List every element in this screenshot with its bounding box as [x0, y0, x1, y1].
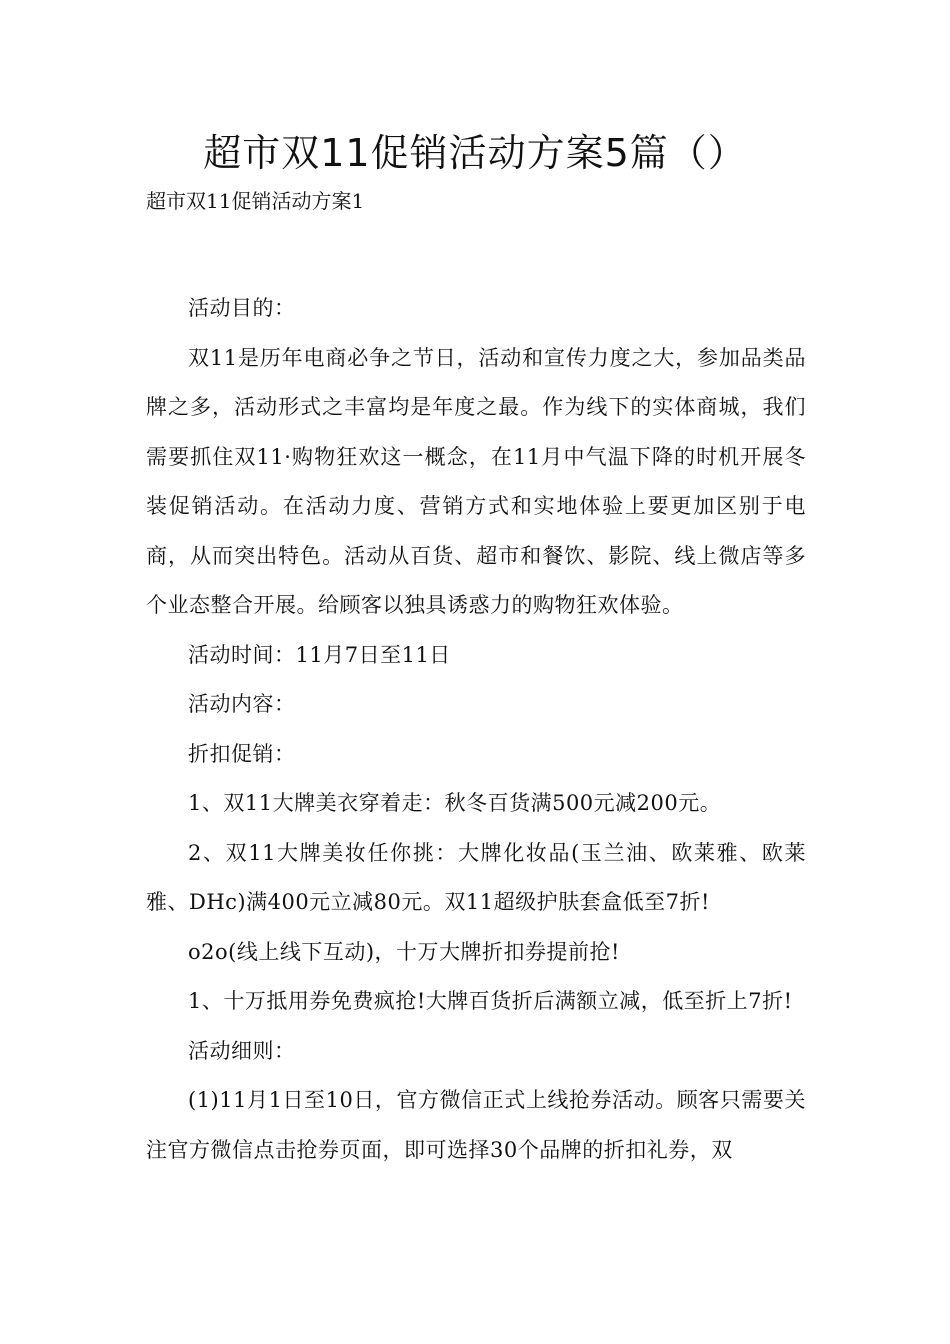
paragraph-discount-item-2: 2、双11大牌美妆任你挑：大牌化妆品(玉兰油、欧莱雅、欧莱雅、DHc)满400元立减80元。双11超级护肤套盒低至7折! — [146, 840, 806, 914]
paragraph-o2o-heading: o2o(线上线下互动)，十万大牌折扣券提前抢! — [188, 939, 620, 964]
paragraph-discount-heading: 折扣促销： — [188, 741, 296, 766]
paragraph-content-heading: 活动内容： — [188, 692, 296, 716]
paragraph-o2o-item-1: 1、十万抵用券免费疯抢!大牌百货折后满额立减，低至折上7折! — [188, 989, 793, 1013]
paragraph-rules-item-1: (1)11月1日至10日，官方微信正式上线抢券活动。顾客只需要关注官方微信点击抢券页面，即可选择30个品牌的折扣礼券，双 — [146, 1088, 806, 1162]
paragraph-time: 活动时间：11月7日至11日 — [188, 642, 451, 667]
paragraph-purpose-heading: 活动目的： — [188, 296, 296, 320]
document-subtitle: 超市双11促销活动方案1 — [146, 189, 365, 213]
document-title: 超市双11促销活动方案5篇（） — [203, 131, 747, 175]
paragraph-purpose-text: 双11是历年电商必争之节日，活动和宣传力度之大，参加品类品牌之多，活动形式之丰富均是年度之最。作为线下的实体商城，我们需要抓住双11·购物狂欢这一概念，在11月中气温下降的时机开展冬装促销活动。在活动力度、营销方式和实地体验上要更加区别于电商，从而突出特色。活动从百货、超市和餐饮、影院、线上微店等多个业态整合开展。给顾客以独具诱惑力的购物狂欢体验。 — [146, 345, 806, 617]
paragraph-discount-item-1: 1、双11大牌美衣穿着走：秋冬百货满500元减200元。 — [188, 791, 722, 815]
document-body — [146, 284, 806, 1175]
paragraph-rules-heading: 活动细则： — [188, 1038, 296, 1063]
